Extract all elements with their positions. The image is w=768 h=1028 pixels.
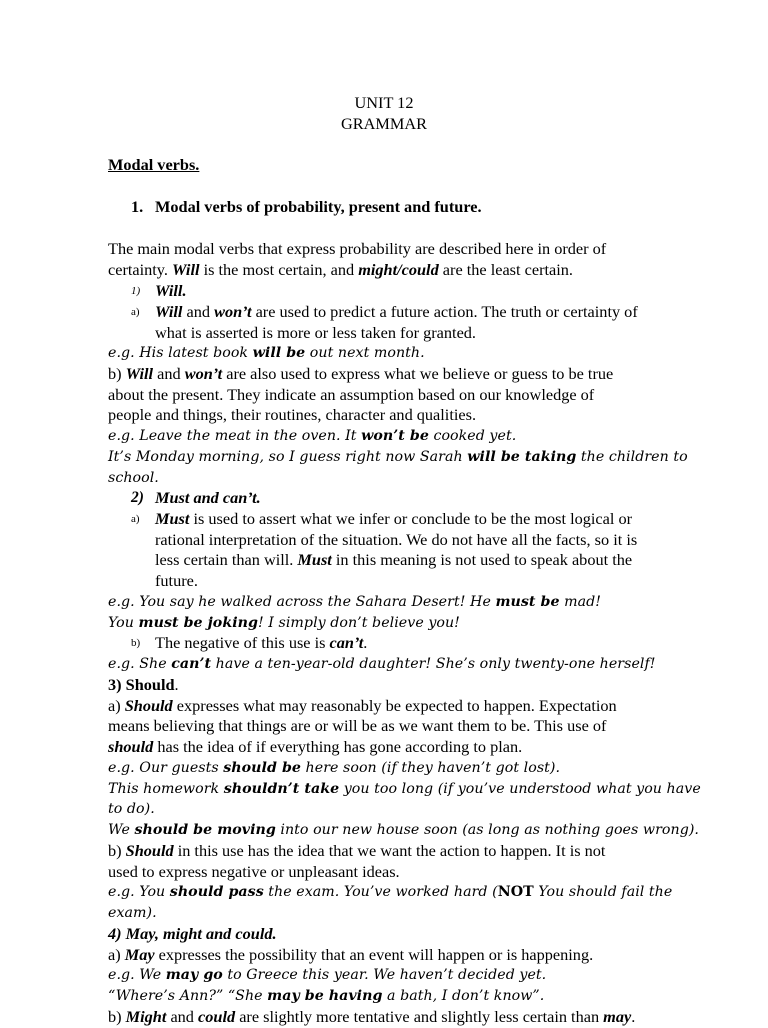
list-marker-2: 2) (131, 489, 144, 506)
s1-b-line-1: b) Will and won’t are also used to express what we believe or guess to be true (108, 364, 614, 383)
s2-example-2: You must be joking! I simply don’t believe you! (108, 615, 460, 631)
section-1-title: Will. (155, 281, 187, 300)
sub-marker-a: a) (131, 306, 140, 318)
section-2-title: Must and can’t. (155, 488, 261, 507)
intro-line-1: The main modal verbs that express probability are described here in order of (108, 239, 607, 258)
s3-example-1: e.g. Our guests should be here soon (if they haven’t got lost). (108, 760, 561, 776)
list-marker-1: 1) (131, 285, 141, 297)
s2-example-3: e.g. She can’t have a ten-year-old daughter! She’s only twenty-one herself! (108, 656, 656, 672)
s3-example-2-cont: to do). (108, 801, 155, 817)
s2-b-line-1: The negative of this use is can’t. (155, 633, 368, 652)
s3-b-line-2: used to express negative or unpleasant ideas. (108, 862, 400, 881)
s4-example-2: “Where’s Ann?” “She may be having a bath, I don’t know”. (108, 988, 545, 1004)
section-title: GRAMMAR (341, 114, 427, 133)
s1-example-2: e.g. Leave the meat in the oven. It won’t be cooked yet. (108, 428, 517, 444)
sub-marker-a: a) (131, 513, 140, 525)
section-4-title: 4) May, might and could. (108, 924, 277, 943)
s1-a-line-2: what is asserted is more or less taken for granted. (155, 323, 477, 342)
heading-1: Modal verbs of probability, present and future. (155, 197, 482, 216)
s2-example-1: e.g. You say he walked across the Sahara Desert! He must be mad! (108, 594, 602, 610)
s1-example-3-cont: school. (108, 470, 159, 486)
s4-b-line-1: b) Might and could are slightly more tentative and slightly less certain than may. (108, 1007, 636, 1026)
s4-example-1: e.g. We may go to Greece this year. We haven’t decided yet. (108, 967, 547, 983)
s4-a-line-1: a) May expresses the possibility that an event will happen or is happening. (108, 945, 594, 964)
s3-example-4: e.g. You should pass the exam. You’ve worked hard (NOT You should fail the (108, 884, 673, 900)
document-title: Modal verbs. (108, 155, 200, 174)
s1-b-line-2: about the present. They indicate an assumption based on our knowledge of (108, 385, 595, 404)
heading-number: 1. (131, 197, 144, 216)
s3-example-3: We should be moving into our new house soon (as long as nothing goes wrong). (108, 822, 699, 838)
s3-example-4-cont: exam). (108, 905, 157, 921)
sub-marker-b: b) (131, 637, 141, 649)
intro-line-2: certainty. Will is the most certain, and might/could are the least certain. (108, 260, 573, 279)
s2-a-line-2: rational interpretation of the situation. We do not have all the facts, so it is (155, 530, 638, 549)
s1-b-line-3: people and things, their routines, character and qualities. (108, 405, 477, 424)
s3-a-line-3: should has the idea of if everything has gone according to plan. (108, 737, 523, 756)
s1-example-1: e.g. His latest book will be out next month. (108, 345, 425, 361)
s3-a-line-1: a) Should expresses what may reasonably be expected to happen. Expectation (108, 696, 617, 715)
s3-example-2: This homework shouldn’t take you too long (if you’ve understood what you have (108, 781, 701, 797)
s2-a-line-3: less certain than will. Must in this meaning is not used to speak about the (155, 550, 633, 569)
section-3-title: 3) Should. (108, 675, 179, 694)
s2-a-line-4: future. (155, 571, 198, 590)
s2-a-line-1: Must is used to assert what we infer or conclude to be the most logical or (155, 509, 633, 528)
s1-example-3: It’s Monday morning, so I guess right now Sarah will be taking the children to (108, 449, 688, 465)
s1-a-line-1: Will and won’t are used to predict a future action. The truth or certainty of (155, 302, 638, 321)
unit-number: UNIT 12 (354, 93, 414, 112)
s3-a-line-2: means believing that things are or will be as we want them to be. This use of (108, 716, 607, 735)
s3-b-line-1: b) Should in this use has the idea that we want the action to happen. It is not (108, 841, 606, 860)
